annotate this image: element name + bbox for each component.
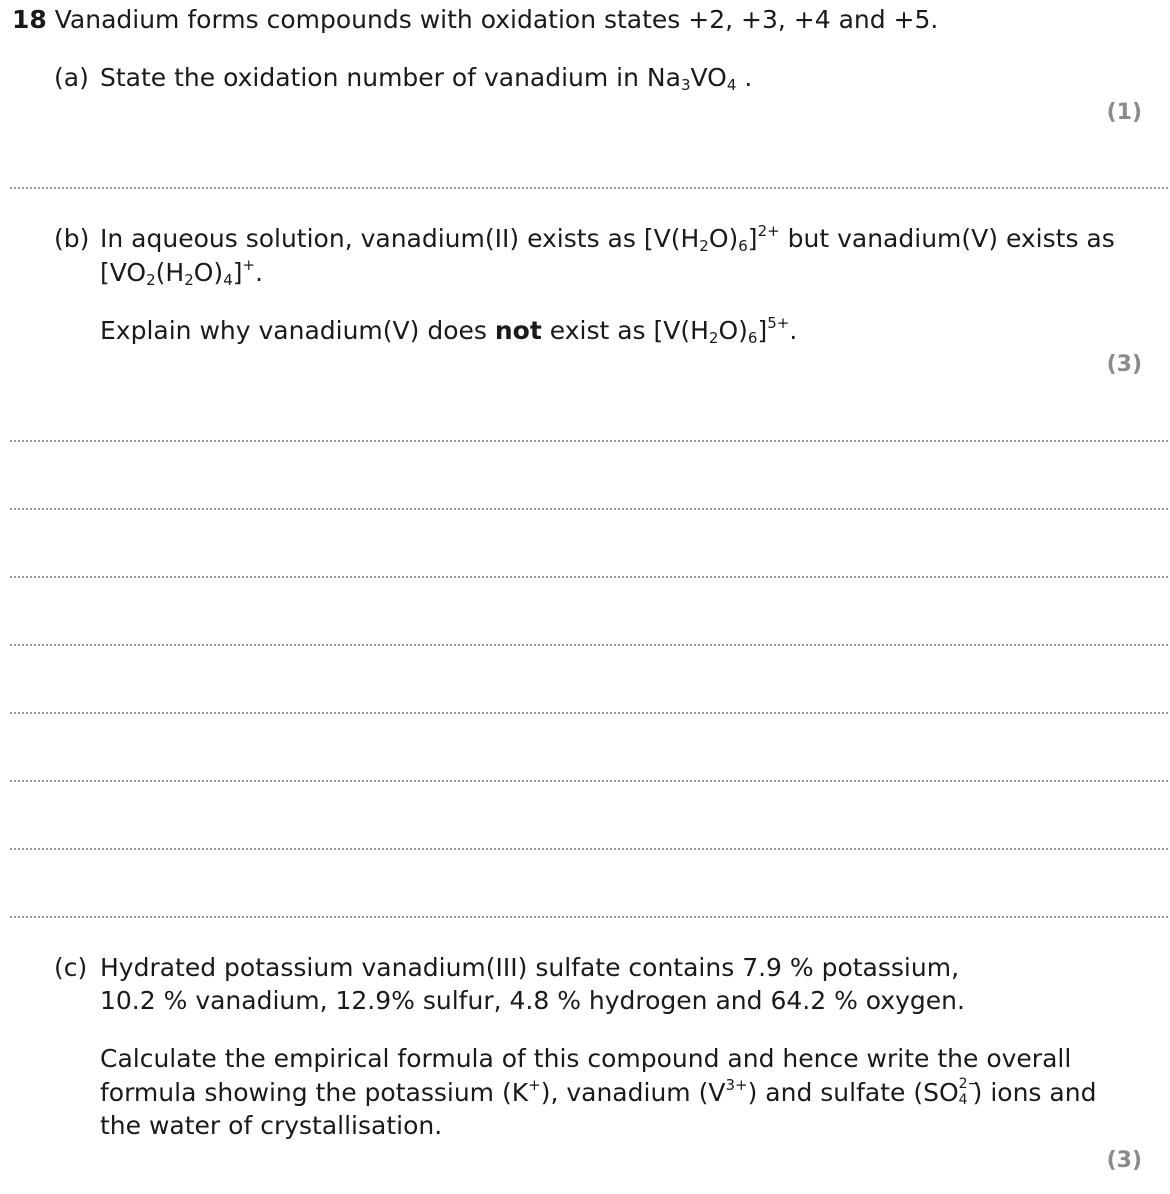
part-b-text: .	[255, 258, 264, 287]
subscript: 2	[699, 237, 709, 255]
sulfate-charge-stack	[958, 1076, 980, 1108]
subscript: 2	[708, 329, 719, 347]
part-c-line4	[100, 1078, 1096, 1108]
part-a-text: State the oxidation number of vanadium in Na	[100, 63, 681, 92]
part-b-label: (b)	[54, 224, 90, 253]
question-stem	[12, 5, 938, 35]
part-b-text: .	[789, 316, 798, 345]
answer-line[interactable]	[10, 508, 1168, 510]
part-c-line1: Hydrated potassium vanadium(III) sulfate contains 7.9 % potassium,	[100, 953, 960, 982]
part-c-text: formula showing the potassium (K	[100, 1078, 529, 1107]
part-b-line2	[100, 258, 263, 288]
part-c-label: (c)	[54, 953, 88, 982]
part-b-text: exist as [V(H	[541, 316, 709, 345]
part-c-marks: (3)	[1106, 1148, 1142, 1173]
question-stem-text: Vanadium forms compounds with oxidation states +2, +3, +4 and +5.	[54, 5, 939, 34]
superscript: +	[242, 256, 256, 274]
part-c-text: ) and sulfate (SO	[747, 1078, 959, 1107]
subscript: 3	[680, 76, 691, 94]
part-b-text: ]	[232, 258, 243, 287]
part-b-text: ]	[747, 224, 758, 253]
part-b-text: In aqueous solution, vanadium(II) exists as [V(H	[100, 224, 700, 253]
answer-line[interactable]	[10, 644, 1168, 646]
part-c-text: ), vanadium (V	[540, 1078, 726, 1107]
subscript: 2	[184, 271, 194, 289]
superscript: 2−	[958, 1076, 980, 1092]
answer-line[interactable]	[10, 187, 1168, 189]
part-b-text: Explain why vanadium(V) does	[100, 316, 495, 345]
subscript: 4	[223, 271, 233, 289]
part-a-label: (a)	[54, 63, 89, 92]
part-a-prompt	[100, 63, 752, 93]
part-b-explain	[100, 316, 797, 346]
answer-line[interactable]	[10, 712, 1168, 714]
part-c-line5: the water of crystallisation.	[100, 1111, 443, 1140]
subscript: 4	[958, 1092, 968, 1108]
superscript: 5+	[767, 314, 790, 332]
part-a-text: .	[736, 63, 753, 92]
subscript: 6	[747, 329, 758, 347]
part-b-text: O)	[193, 258, 224, 287]
part-c-line2: 10.2 % vanadium, 12.9% sulfur, 4.8 % hydrogen and 64.2 % oxygen.	[100, 986, 965, 1015]
question-number: 18	[12, 5, 47, 34]
answer-line[interactable]	[10, 780, 1168, 782]
answer-line[interactable]	[10, 440, 1168, 442]
superscript: 2+	[757, 222, 780, 240]
part-b-text: [VO	[100, 258, 147, 287]
part-b-line1	[100, 224, 1115, 254]
superscript: 3+	[725, 1076, 748, 1094]
part-a-marks: (1)	[1106, 100, 1142, 125]
subscript: 4	[726, 76, 737, 94]
answer-line[interactable]	[10, 916, 1168, 918]
part-a-text: VO	[690, 63, 727, 92]
part-b-text: O)	[718, 316, 748, 345]
part-b-text: O)	[708, 224, 739, 253]
part-b-marks: (3)	[1106, 352, 1142, 377]
part-c-text: ) ions and	[972, 1078, 1097, 1107]
emphasis-not: not	[494, 316, 542, 345]
superscript: +	[528, 1076, 541, 1094]
subscript: 2	[146, 271, 156, 289]
part-b-text: ]	[757, 316, 768, 345]
part-c-line3: Calculate the empirical formula of this compound and hence write the overall	[100, 1044, 1072, 1073]
part-b-text: (H	[155, 258, 185, 287]
part-b-text: but vanadium(V) exists as	[779, 224, 1115, 253]
answer-line[interactable]	[10, 576, 1168, 578]
answer-line[interactable]	[10, 848, 1168, 850]
subscript: 6	[738, 237, 748, 255]
